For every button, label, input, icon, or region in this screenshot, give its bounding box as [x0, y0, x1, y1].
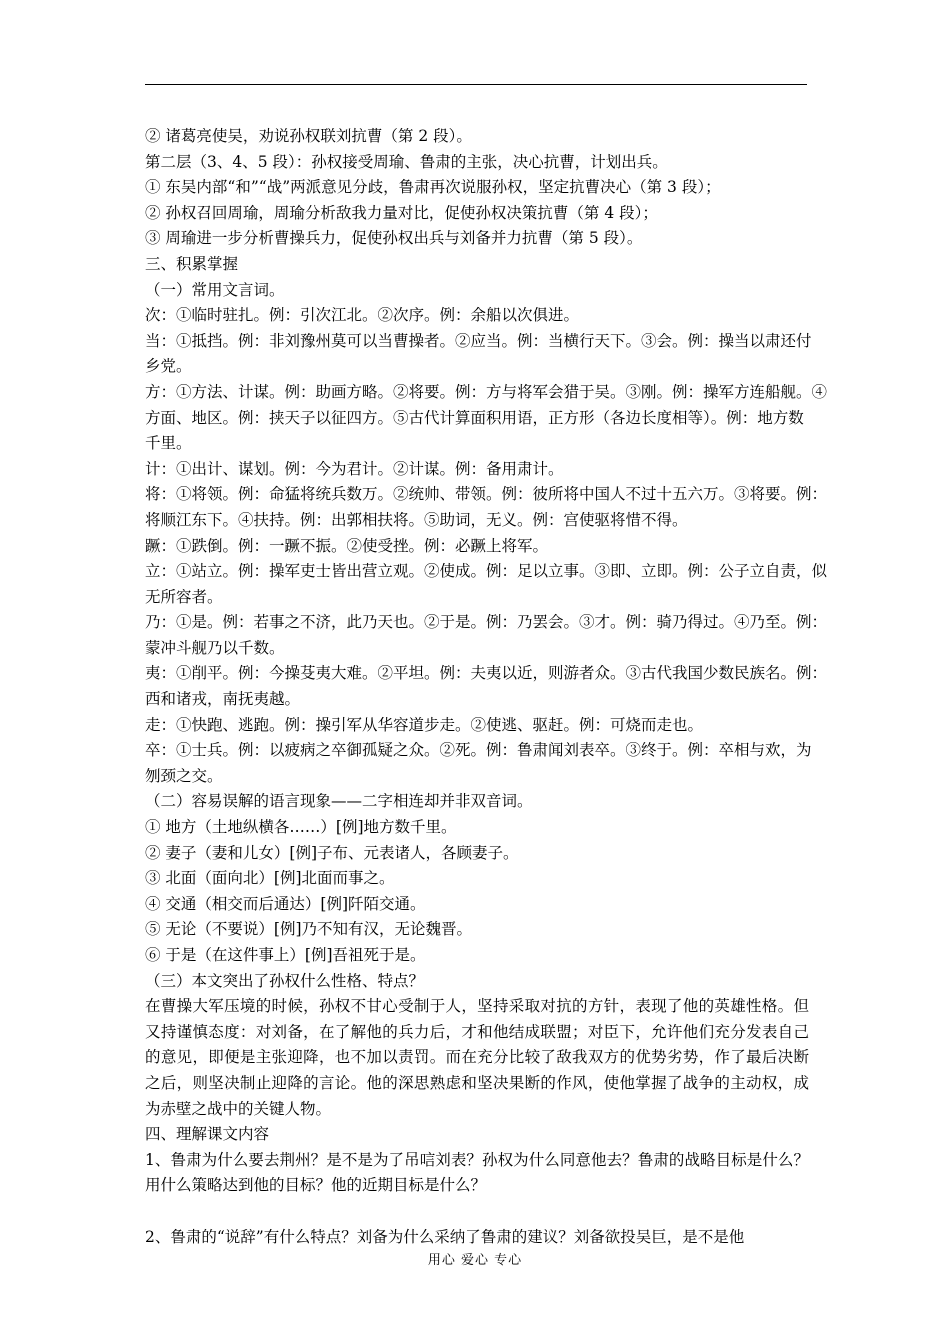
vocab-entry: 走：①快跑、逃跑。例：操引军从华容道步走。②使逃、驱赶。例：可烧而走也。 — [145, 715, 704, 734]
text-line: 第二层（3、4、5 段）：孙权接受周瑜、鲁肃的主张，决心抗曹，计划出兵。 — [145, 152, 668, 171]
question-2: 2、鲁肃的“说辞”有什么特点？刘备为什么采纳了鲁肃的建议？刘备欲投吴巨，是不是他 — [145, 1227, 745, 1246]
list-item: ① 地方（土地纵横各……）[例]地方数千里。 — [145, 818, 457, 837]
vocab-entry: 卒：①士兵。例：以疲病之卒御孤疑之众。②死。例：鲁肃闻刘表卒。③终于。例：卒相与欢，为 — [145, 741, 812, 760]
vocab-entry: 蹶：①跌倒。例：一蹶不振。②使受挫。例：必蹶上将军。 — [145, 536, 549, 555]
section-heading: 四、理解课文内容 — [145, 1125, 270, 1144]
text-line: ② 诸葛亮使吴，劝说孙权联刘抗曹（第 2 段）。 — [145, 127, 472, 145]
blank-line — [145, 1199, 809, 1225]
text-line: ② 孙权召回周瑜，周瑜分析敌我力量对比，促使孙权决策抗曹（第 4 段）； — [145, 203, 658, 222]
subsection-heading: （一）常用文言词。 — [145, 280, 285, 299]
vocab-entry: 当：①抵挡。例：非刘豫州莫可以当曹操者。②应当。例：当横行天下。③会。例：操当以肃还付 — [145, 331, 812, 350]
vocab-entry: 将顺江东下。④扶持。例：出郭相扶将。⑤助词，无义。例：宫使驱将惜不得。 — [145, 510, 688, 529]
vocab-entry: 立：①站立。例：操军吏士皆出营立观。②使成。例：足以立事。③即、立即。例：公子立自责，似 — [145, 562, 828, 581]
page-footer: 用心 爱心 专心 — [427, 1253, 523, 1268]
vocab-entry: 无所容者。 — [145, 587, 223, 606]
vocab-entry: 蒙冲斗舰乃以千数。 — [145, 638, 285, 657]
vocab-entry: 方：①方法、计谋。例：助画方略。②将要。例：方与将军会猎于吴。③刚。例：操军方连船舰。④ — [145, 382, 828, 401]
list-item: ② 妻子（妻和儿女）[例]子布、元表诸人，各顾妻子。 — [145, 843, 519, 862]
vocab-entry: 计：①出计、谋划。例：今为君计。②计谋。例：备用肃计。 — [145, 459, 564, 478]
analysis-paragraph: 在曹操大军压境的时候，孙权不甘心受制于人，坚持采取对抗的方针，表现了他的英雄性格。但又持谨慎态度：对刘备，在了解他的兵力后，才和他结成联盟；对臣下，允许他们充分发表自己的意见，即便是主张迎降，也不加以责罚。而在充分比较了敌我双方的优势劣势，作了最后决断之后，则坚决制止迎降的言论。他的深思熟虑和坚决果断的作风，使他掌握了战争的主动权，成为赤壁之战中的关键人物。 — [145, 997, 809, 1118]
list-item: ⑥ 于是（在这件事上）[例]吾祖死于是。 — [145, 946, 426, 964]
subsection-heading: （三）本文突出了孙权什么性格、特点？ — [145, 971, 425, 990]
list-item: ④ 交通（相交而后通达）[例]阡陌交通。 — [145, 894, 426, 913]
vocab-entry: 乡党。 — [145, 357, 192, 376]
vocab-entry: 西和诸戎，南抚夷越。 — [145, 690, 301, 709]
vocab-entry: 将：①将领。例：命猛将统兵数万。②统帅、带领。例：彼所将中国人不过十五六万。③将要。例： — [145, 485, 828, 504]
text-line: ① 东吴内部“和”“战”两派意见分歧，鲁肃再次说服孙权，坚定抗曹决心（第 3 段）； — [145, 178, 721, 197]
document-body — [145, 124, 828, 1251]
text-line: ③ 周瑜进一步分析曹操兵力，促使孙权出兵与刘备并力抗曹（第 5 段）。 — [145, 229, 643, 248]
vocab-entry: 方面、地区。例：挟天子以征四方。⑤古代计算面积用语，正方形（各边长度相等）。例：地方数 — [145, 408, 804, 427]
question-1: 1、鲁肃为什么要去荆州？是不是为了吊唁刘表？孙权为什么同意他去？鲁肃的战略目标是什么？用什么策略达到他的目标？他的近期目标是什么？ — [145, 1150, 809, 1195]
vocab-entry: 千里。 — [145, 434, 192, 453]
list-item: ⑤ 无论（不要说）[例]乃不知有汉，无论魏晋。 — [145, 920, 473, 939]
vocab-entry: 夷：①削平。例：今操芟夷大难。②平坦。例：夫夷以近，则游者众。③古代我国少数民族名。例： — [145, 664, 828, 683]
list-item: ③ 北面（面向北）[例]北面而事之。 — [145, 869, 395, 888]
vocab-entry: 乃：①是。例：若事之不济，此乃天也。②于是。例：乃罢会。③才。例：骑乃得过。④乃至。例： — [145, 613, 828, 632]
vocab-entry: 刎颈之交。 — [145, 766, 223, 785]
section-heading: 三、积累掌握 — [145, 254, 239, 273]
header-rule — [145, 84, 807, 85]
subsection-heading: （二）容易误解的语言现象——二字相连却并非双音词。 — [145, 792, 533, 811]
vocab-entry: 次：①临时驻扎。例：引次江北。②次序。例：余船以次俱进。 — [145, 306, 580, 325]
